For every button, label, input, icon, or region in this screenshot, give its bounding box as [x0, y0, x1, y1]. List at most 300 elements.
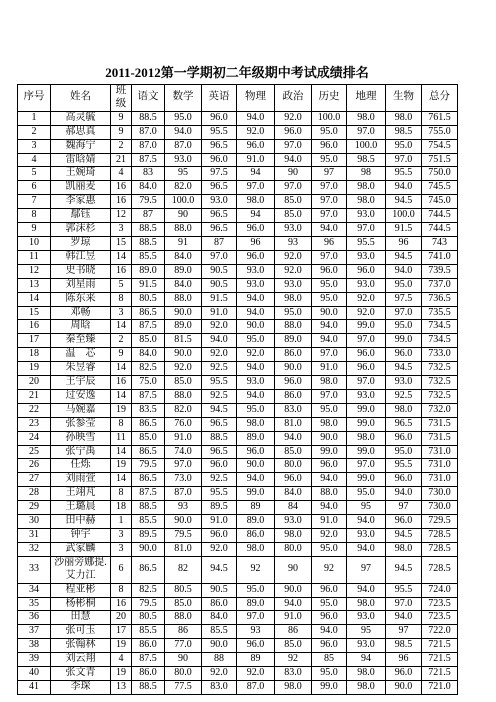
student-name-cell: 陈东来 — [51, 292, 111, 306]
english-score-cell: 91.0 — [202, 515, 237, 529]
geography-score-cell: 94.0 — [347, 583, 386, 597]
math-score-cell: 77.0 — [165, 639, 202, 653]
header-chinese: 语文 — [132, 85, 165, 112]
politics-score-cell: 88.0 — [275, 320, 312, 334]
chinese-score-cell: 87.0 — [132, 125, 165, 139]
history-score-cell: 85 — [312, 653, 347, 667]
chinese-score-cell: 82.5 — [132, 362, 165, 376]
politics-score-cell: 96.0 — [275, 125, 312, 139]
geography-score-cell: 95 — [347, 501, 386, 515]
politics-score-cell: 85.0 — [275, 639, 312, 653]
total-score-cell: 722.0 — [422, 625, 458, 639]
table-row — [18, 376, 458, 390]
english-score-cell: 96.0 — [202, 153, 237, 167]
class-cell: 8 — [111, 583, 132, 597]
rank-cell: 4 — [18, 153, 51, 167]
student-name-cell: 刘雨萱 — [51, 473, 111, 487]
history-score-cell: 90.0 — [312, 431, 347, 445]
total-score-cell: 737.0 — [422, 278, 458, 292]
geography-score-cell: 98.0 — [347, 667, 386, 681]
biology-score-cell: 95.5 — [386, 459, 422, 473]
total-score-cell: 751.5 — [422, 153, 458, 167]
math-score-cell: 88.0 — [165, 389, 202, 403]
table-row — [18, 501, 458, 515]
table-row — [18, 125, 458, 139]
politics-score-cell: 92.0 — [275, 264, 312, 278]
math-score-cell: 74.0 — [165, 445, 202, 459]
geography-score-cell: 98.0 — [347, 181, 386, 195]
chinese-score-cell: 87.5 — [132, 320, 165, 334]
history-score-cell: 92 — [312, 556, 347, 583]
header-physics: 物理 — [237, 85, 275, 112]
biology-score-cell: 95.0 — [386, 278, 422, 292]
total-score-cell: 732.5 — [422, 376, 458, 390]
english-score-cell: 96.5 — [202, 181, 237, 195]
rank-cell: 1 — [18, 111, 51, 125]
rank-cell: 21 — [18, 389, 51, 403]
class-cell: 16 — [111, 376, 132, 390]
geography-score-cell: 94 — [347, 653, 386, 667]
history-score-cell: 95.0 — [312, 597, 347, 611]
chinese-score-cell: 86.5 — [132, 445, 165, 459]
geography-score-cell: 98.0 — [347, 597, 386, 611]
physics-score-cell: 98.0 — [237, 542, 275, 556]
table-row — [18, 236, 458, 250]
biology-score-cell: 95.0 — [386, 320, 422, 334]
class-cell: 19 — [111, 639, 132, 653]
english-score-cell: 97.5 — [202, 167, 237, 181]
class-cell: 9 — [111, 125, 132, 139]
physics-score-cell: 96.0 — [237, 445, 275, 459]
total-score-cell: 730.0 — [422, 501, 458, 515]
class-cell: 6 — [111, 556, 132, 583]
chinese-score-cell: 85.0 — [132, 334, 165, 348]
history-score-cell: 91.0 — [312, 362, 347, 376]
physics-score-cell: 89.0 — [237, 515, 275, 529]
geography-score-cell: 95.0 — [347, 487, 386, 501]
physics-score-cell: 96 — [237, 236, 275, 250]
rank-cell: 12 — [18, 264, 51, 278]
english-score-cell: 91.5 — [202, 292, 237, 306]
history-score-cell: 95.0 — [312, 667, 347, 681]
history-score-cell: 99.0 — [312, 445, 347, 459]
english-score-cell: 84.0 — [202, 611, 237, 625]
total-score-cell: 732.5 — [422, 389, 458, 403]
total-score-cell: 744.5 — [422, 209, 458, 223]
student-name-cell: 沙丽旁娜提.艾力江 — [51, 556, 111, 583]
class-cell: 14 — [111, 320, 132, 334]
biology-score-cell: 98.0 — [386, 403, 422, 417]
english-score-cell: 92.0 — [202, 348, 237, 362]
rank-cell: 25 — [18, 445, 51, 459]
header-geography: 地理 — [347, 85, 386, 112]
class-cell: 8 — [111, 292, 132, 306]
table-row — [18, 320, 458, 334]
total-score-cell: 721.5 — [422, 667, 458, 681]
physics-score-cell: 93 — [237, 625, 275, 639]
politics-score-cell: 86.0 — [275, 389, 312, 403]
geography-score-cell: 95 — [347, 625, 386, 639]
page-title: 2011-2012第一学期初二年级期中考试成绩排名 — [105, 65, 369, 80]
english-score-cell: 92.0 — [202, 320, 237, 334]
chinese-score-cell: 86.5 — [132, 556, 165, 583]
physics-score-cell: 89 — [237, 501, 275, 515]
history-score-cell: 96.0 — [312, 639, 347, 653]
class-cell: 14 — [111, 473, 132, 487]
english-score-cell: 89.5 — [202, 501, 237, 515]
chinese-score-cell: 86.0 — [132, 639, 165, 653]
class-cell: 14 — [111, 389, 132, 403]
class-cell: 8 — [111, 417, 132, 431]
history-score-cell: 95.0 — [312, 153, 347, 167]
geography-score-cell: 93.0 — [347, 250, 386, 264]
table-row — [18, 153, 458, 167]
politics-score-cell: 98.0 — [275, 292, 312, 306]
rank-cell: 13 — [18, 278, 51, 292]
politics-score-cell: 93.0 — [275, 278, 312, 292]
politics-score-cell: 92 — [275, 653, 312, 667]
politics-score-cell: 94.0 — [275, 597, 312, 611]
table-row — [18, 195, 458, 209]
total-score-cell: 741.0 — [422, 250, 458, 264]
table-row — [18, 583, 458, 597]
math-score-cell: 88.0 — [165, 611, 202, 625]
total-score-cell: 734.5 — [422, 320, 458, 334]
history-score-cell: 97.0 — [312, 250, 347, 264]
table-header — [18, 85, 458, 112]
math-score-cell: 90.0 — [165, 306, 202, 320]
chinese-score-cell: 88.5 — [132, 236, 165, 250]
student-name-cell: 程亚彬 — [51, 583, 111, 597]
geography-score-cell: 98 — [347, 167, 386, 181]
math-score-cell: 90.0 — [165, 515, 202, 529]
class-cell: 21 — [111, 153, 132, 167]
rank-cell: 6 — [18, 181, 51, 195]
table-row — [18, 292, 458, 306]
biology-score-cell: 94.5 — [386, 195, 422, 209]
politics-score-cell: 80.0 — [275, 459, 312, 473]
physics-score-cell: 90.0 — [237, 320, 275, 334]
geography-score-cell: 96.0 — [347, 348, 386, 362]
table-row — [18, 278, 458, 292]
math-score-cell: 88.0 — [165, 292, 202, 306]
english-score-cell: 91.0 — [202, 306, 237, 320]
total-score-cell: 739.5 — [422, 264, 458, 278]
chinese-score-cell: 83 — [132, 167, 165, 181]
english-score-cell: 96.5 — [202, 139, 237, 153]
chinese-score-cell: 84.0 — [132, 181, 165, 195]
politics-score-cell: 89.0 — [275, 334, 312, 348]
physics-score-cell: 98.0 — [237, 417, 275, 431]
math-score-cell: 86 — [165, 625, 202, 639]
total-score-cell: 744.5 — [422, 223, 458, 237]
student-name-cell: 秦至臻 — [51, 334, 111, 348]
biology-score-cell: 97 — [386, 625, 422, 639]
english-score-cell: 90.5 — [202, 583, 237, 597]
english-score-cell: 95.5 — [202, 125, 237, 139]
table-row — [18, 473, 458, 487]
chinese-score-cell: 82.5 — [132, 583, 165, 597]
math-score-cell: 91 — [165, 236, 202, 250]
biology-score-cell: 96.0 — [386, 431, 422, 445]
physics-score-cell: 93.0 — [237, 264, 275, 278]
class-cell: 14 — [111, 362, 132, 376]
student-name-cell: 郭沫杉 — [51, 223, 111, 237]
class-cell: 4 — [111, 167, 132, 181]
student-name-cell: 邓畅 — [51, 306, 111, 320]
class-cell: 14 — [111, 445, 132, 459]
english-score-cell: 96.0 — [202, 529, 237, 543]
politics-score-cell: 93.0 — [275, 515, 312, 529]
rank-cell: 2 — [18, 125, 51, 139]
student-name-cell: 杨彬桐 — [51, 597, 111, 611]
physics-score-cell: 99.0 — [237, 487, 275, 501]
header-row — [18, 85, 458, 112]
class-cell: 3 — [111, 542, 132, 556]
class-cell: 2 — [111, 139, 132, 153]
rank-cell: 8 — [18, 209, 51, 223]
table-row — [18, 362, 458, 376]
student-name-cell: 王璐晨 — [51, 501, 111, 515]
total-score-cell: 735.5 — [422, 306, 458, 320]
history-score-cell: 96.0 — [312, 583, 347, 597]
class-cell: 9 — [111, 348, 132, 362]
chinese-score-cell: 88.5 — [132, 501, 165, 515]
geography-score-cell: 97.0 — [347, 223, 386, 237]
geography-score-cell: 99.0 — [347, 320, 386, 334]
politics-score-cell: 95.0 — [275, 306, 312, 320]
header-english: 英语 — [202, 85, 237, 112]
total-score-cell: 732.0 — [422, 403, 458, 417]
rank-cell: 33 — [18, 556, 51, 583]
english-score-cell: 94.5 — [202, 403, 237, 417]
header-rank: 序号 — [18, 85, 51, 112]
geography-score-cell: 93.0 — [347, 278, 386, 292]
total-score-cell: 728.5 — [422, 556, 458, 583]
chinese-score-cell: 87.0 — [132, 139, 165, 153]
rank-cell: 27 — [18, 473, 51, 487]
total-score-cell: 729.5 — [422, 515, 458, 529]
table-row — [18, 389, 458, 403]
student-name-cell: 鄢钰 — [51, 209, 111, 223]
biology-score-cell: 94.0 — [386, 487, 422, 501]
geography-score-cell: 99.0 — [347, 417, 386, 431]
english-score-cell: 86.0 — [202, 597, 237, 611]
history-score-cell: 97.0 — [312, 209, 347, 223]
student-name-cell: 高灵毓 — [51, 111, 111, 125]
math-score-cell: 84.0 — [165, 278, 202, 292]
math-score-cell: 90.0 — [165, 348, 202, 362]
student-name-cell: 张文青 — [51, 667, 111, 681]
english-score-cell: 92.5 — [202, 473, 237, 487]
class-cell: 3 — [111, 529, 132, 543]
biology-score-cell: 95.0 — [386, 445, 422, 459]
student-name-cell: 张参莹 — [51, 417, 111, 431]
politics-score-cell: 94.0 — [275, 431, 312, 445]
header-class — [111, 85, 132, 112]
chinese-score-cell: 86.0 — [132, 667, 165, 681]
politics-score-cell: 93 — [275, 236, 312, 250]
table-row — [18, 639, 458, 653]
rank-cell: 31 — [18, 529, 51, 543]
math-score-cell: 87.0 — [165, 139, 202, 153]
politics-score-cell: 92.0 — [275, 111, 312, 125]
class-cell: 3 — [111, 223, 132, 237]
history-score-cell: 94.0 — [312, 625, 347, 639]
chinese-score-cell: 86.5 — [132, 417, 165, 431]
biology-score-cell: 93.0 — [386, 376, 422, 390]
math-score-cell: 89.0 — [165, 320, 202, 334]
geography-score-cell: 96.0 — [347, 362, 386, 376]
biology-score-cell: 95.5 — [386, 583, 422, 597]
score-ranking-table — [17, 84, 458, 695]
class-cell: 19 — [111, 459, 132, 473]
politics-score-cell: 86.0 — [275, 348, 312, 362]
chinese-score-cell: 91.5 — [132, 278, 165, 292]
table-row — [18, 487, 458, 501]
politics-score-cell: 81.0 — [275, 417, 312, 431]
physics-score-cell: 94.0 — [237, 306, 275, 320]
physics-score-cell: 96.0 — [237, 223, 275, 237]
table-row — [18, 250, 458, 264]
chinese-score-cell: 86.5 — [132, 473, 165, 487]
total-score-cell: 730.0 — [422, 487, 458, 501]
total-score-cell: 761.5 — [422, 111, 458, 125]
chinese-score-cell: 80.5 — [132, 292, 165, 306]
physics-score-cell: 90.0 — [237, 459, 275, 473]
rank-cell: 24 — [18, 431, 51, 445]
table-row — [18, 334, 458, 348]
physics-score-cell: 93.0 — [237, 278, 275, 292]
math-score-cell: 76.0 — [165, 417, 202, 431]
rank-cell: 34 — [18, 583, 51, 597]
history-score-cell: 96.0 — [312, 264, 347, 278]
english-score-cell: 90.0 — [202, 639, 237, 653]
biology-score-cell: 97.0 — [386, 153, 422, 167]
politics-score-cell: 96.0 — [275, 473, 312, 487]
total-score-cell: 731.0 — [422, 445, 458, 459]
history-score-cell: 91.0 — [312, 515, 347, 529]
total-score-cell: 731.0 — [422, 459, 458, 473]
physics-score-cell: 86.0 — [237, 529, 275, 543]
politics-score-cell: 86 — [275, 625, 312, 639]
chinese-score-cell: 85.5 — [132, 515, 165, 529]
table-row — [18, 348, 458, 362]
class-cell: 3 — [111, 306, 132, 320]
total-score-cell: 731.5 — [422, 417, 458, 431]
total-score-cell: 754.5 — [422, 139, 458, 153]
student-name-cell: 周晗 — [51, 320, 111, 334]
math-score-cell: 93.0 — [165, 153, 202, 167]
history-score-cell: 94.0 — [312, 473, 347, 487]
biology-score-cell: 94.0 — [386, 181, 422, 195]
rank-cell: 39 — [18, 653, 51, 667]
rank-cell: 9 — [18, 223, 51, 237]
history-score-cell: 90.0 — [312, 306, 347, 320]
total-score-cell: 721.0 — [422, 680, 458, 694]
geography-score-cell: 93.0 — [347, 389, 386, 403]
biology-score-cell: 94.5 — [386, 362, 422, 376]
politics-score-cell: 98.0 — [275, 680, 312, 694]
politics-score-cell: 85.0 — [275, 195, 312, 209]
physics-score-cell: 94 — [237, 167, 275, 181]
biology-score-cell: 94.0 — [386, 611, 422, 625]
geography-score-cell: 95.5 — [347, 236, 386, 250]
biology-score-cell: 97.0 — [386, 597, 422, 611]
physics-score-cell: 96.0 — [237, 139, 275, 153]
chinese-score-cell: 87 — [132, 209, 165, 223]
chinese-score-cell: 84.0 — [132, 348, 165, 362]
table-row — [18, 597, 458, 611]
table-row — [18, 611, 458, 625]
student-name-cell: 韩江昱 — [51, 250, 111, 264]
history-score-cell: 97.0 — [312, 195, 347, 209]
table-row — [18, 264, 458, 278]
math-score-cell: 82.0 — [165, 181, 202, 195]
history-score-cell: 94.0 — [312, 223, 347, 237]
chinese-score-cell: 86.5 — [132, 306, 165, 320]
history-score-cell: 95.0 — [312, 403, 347, 417]
class-cell: 2 — [111, 334, 132, 348]
student-name-cell: 史书晓 — [51, 264, 111, 278]
physics-score-cell: 97.0 — [237, 181, 275, 195]
math-score-cell: 87.0 — [165, 487, 202, 501]
geography-score-cell: 93.0 — [347, 529, 386, 543]
history-score-cell: 94.0 — [312, 320, 347, 334]
politics-score-cell: 93.0 — [275, 223, 312, 237]
chinese-score-cell: 89.5 — [132, 529, 165, 543]
total-score-cell: 731.0 — [422, 473, 458, 487]
total-score-cell: 733.0 — [422, 348, 458, 362]
math-score-cell: 80.5 — [165, 583, 202, 597]
header-class-label: 班级 — [115, 85, 127, 109]
math-score-cell: 85.0 — [165, 376, 202, 390]
math-score-cell: 73.0 — [165, 473, 202, 487]
header-math: 数学 — [165, 85, 202, 112]
total-score-cell: 728.5 — [422, 529, 458, 543]
table-row — [18, 667, 458, 681]
geography-score-cell: 93.0 — [347, 209, 386, 223]
biology-score-cell: 96.5 — [386, 417, 422, 431]
biology-score-cell: 92.5 — [386, 389, 422, 403]
table-row — [18, 181, 458, 195]
english-score-cell: 93.0 — [202, 195, 237, 209]
politics-score-cell: 96.0 — [275, 376, 312, 390]
physics-score-cell: 98.0 — [237, 195, 275, 209]
chinese-score-cell: 88.5 — [132, 111, 165, 125]
class-cell: 18 — [111, 501, 132, 515]
history-score-cell: 96 — [312, 236, 347, 250]
english-score-cell: 97.0 — [202, 250, 237, 264]
class-cell: 13 — [111, 680, 132, 694]
student-name-cell: 过安逸 — [51, 389, 111, 403]
student-name-cell: 孙映雪 — [51, 431, 111, 445]
rank-cell: 7 — [18, 195, 51, 209]
politics-score-cell: 83.0 — [275, 667, 312, 681]
physics-score-cell: 92.0 — [237, 125, 275, 139]
math-score-cell: 81.5 — [165, 334, 202, 348]
english-score-cell: 87 — [202, 236, 237, 250]
rank-cell: 41 — [18, 680, 51, 694]
total-score-cell: 723.5 — [422, 597, 458, 611]
geography-score-cell: 94.0 — [347, 515, 386, 529]
politics-score-cell: 83.0 — [275, 403, 312, 417]
math-score-cell: 82 — [165, 556, 202, 583]
total-score-cell: 721.5 — [422, 639, 458, 653]
chinese-score-cell: 87.5 — [132, 153, 165, 167]
table-row — [18, 515, 458, 529]
history-score-cell: 95.0 — [312, 125, 347, 139]
